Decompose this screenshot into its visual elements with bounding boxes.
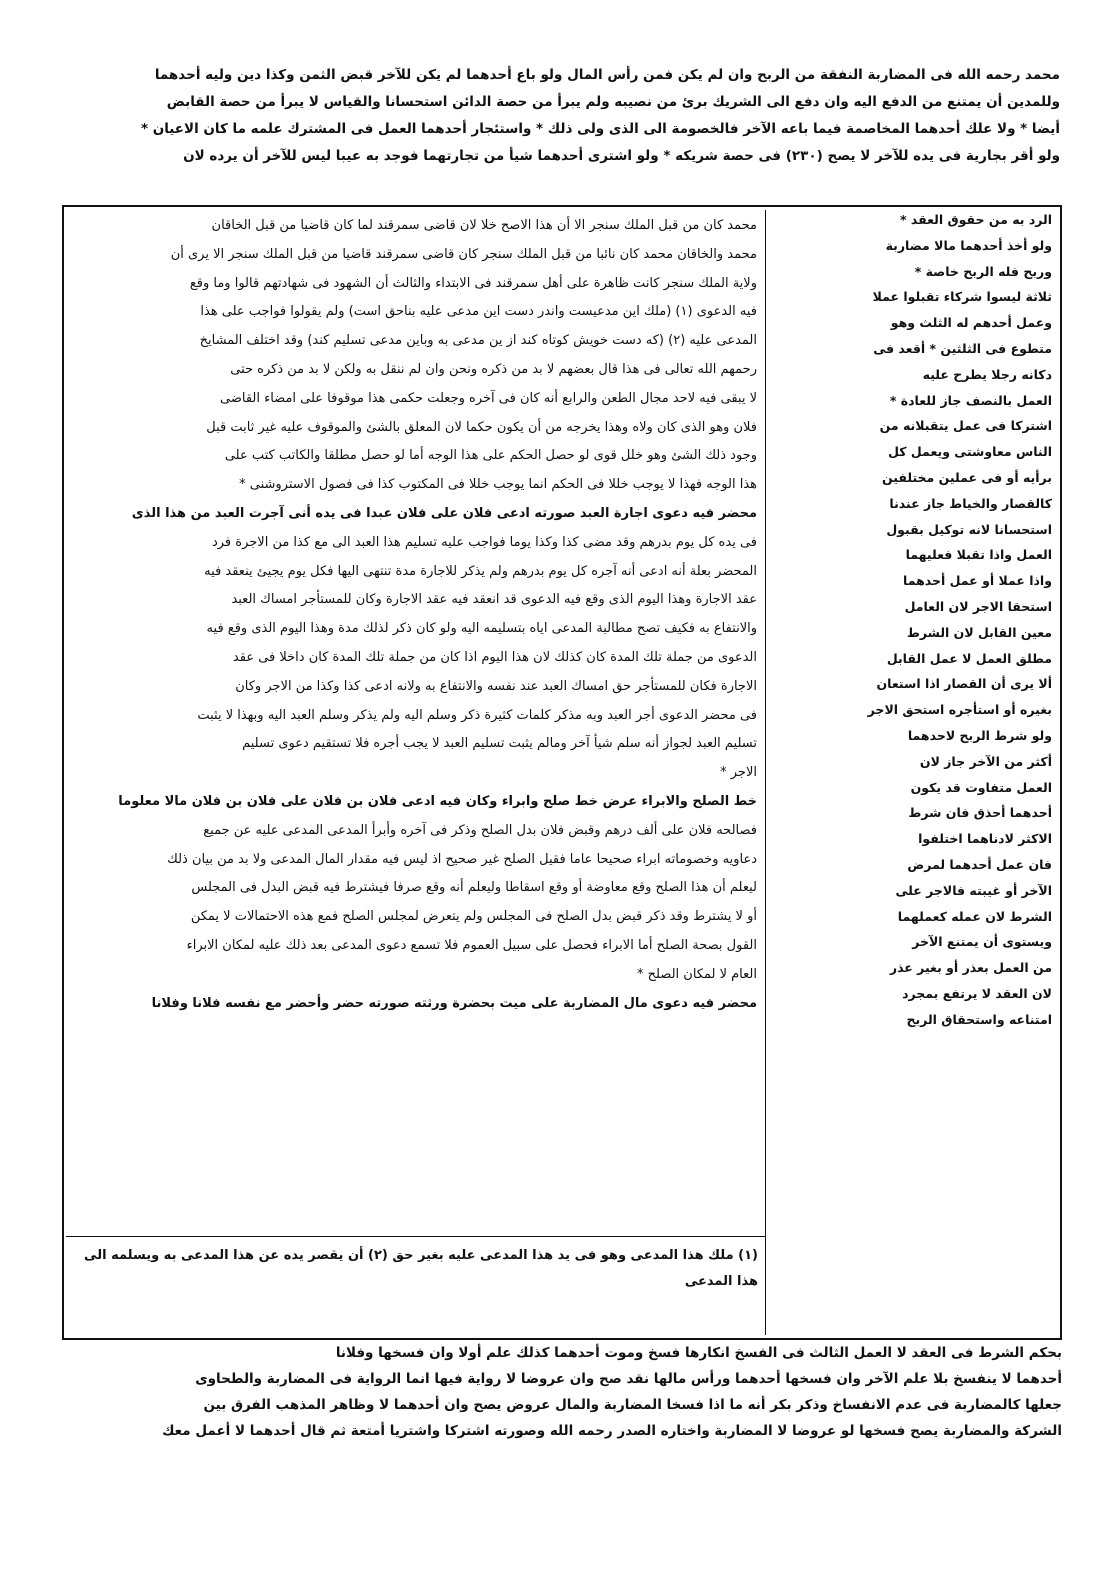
main-line: المحضر بعلة أنه ادعى أنه آجره كل يوم بدرهم ولم يذكر للاجارة مدة تنتهى اليها فكل يوم يجيئ ينعقد فيه (204, 563, 757, 579)
margin-line: ألا يرى أن القصار اذا استعان (876, 676, 1052, 692)
margin-line: العمل بالنصف جاز للعادة * (889, 392, 1052, 408)
margin-line: الشرط لان عمله كعملهما (897, 908, 1052, 924)
margin-line: ثلاثة ليسوا شركاء تقبلوا عملا (872, 289, 1052, 305)
margin-line: لان العقد لا يرتفع بمجرد (902, 985, 1052, 1001)
main-text-column (66, 210, 766, 1335)
main-line: المدعى عليه (٢) (كه دست خويش كوتاه كند از ين مدعى به وباين مدعى تسليم كند) وقد اختلف المشايخ (199, 333, 757, 349)
bottom-line: بحكم الشرط فى العقد لا العمل الثالث فى الفسخ انكارها فسخ وموت أحدهما كذلك علم أولا وان فسخها وفلانا (335, 1345, 1062, 1361)
main-line: هذا الوجه فهذا لا يوجب خللا فى الحكم انما يوجب خللا فى المكتوب كذا فى فصول الاستروشنى * (239, 477, 757, 493)
top-line: محمد رحمه الله فى المضاربة النفقة من الربح وان لم يكن فمن رأس المال ولو باع أحدهما لم يكن للآخر قبض الثمن وكذا دين وليه أحدهما (154, 67, 1060, 83)
margin-line: الناس معاوشتى ويعمل كل (888, 444, 1052, 460)
main-line: والانتفاع به فكيف تصح مطالبة المدعى اياه بتسليمه اليه ولو كان ذكر لذلك مدة وهذا اليوم الذى وقع فيه (206, 621, 757, 637)
main-line: فلان وهو الذى كان ولاه وهذا يخرجه من أن يكون حكما لان المعلق بالشئ والموقوف عليه غير ثابت قبل (206, 419, 757, 435)
footnote-line: (١) ملك هذا المدعى وهو فى يد هذا المدعى عليه بغير حق (٢) أن يقصر يده عن هذا المدعى به ويسلمه الى (84, 1248, 758, 1263)
margin-line: ولو شرط الربح لاحدهما (907, 727, 1052, 743)
margin-line: أحدهما أحذق فان شرط (908, 805, 1052, 821)
margin-line: امتناعه واستحقاق الربح (906, 1011, 1052, 1027)
section-heading-line: خط الصلح والابراء عرض خط صلح وابراء وكان فيه ادعى فلان بن فلان على فلان بن فلان مالا معلوما (118, 793, 757, 809)
margin-line: ويستوى أن يمتنع الآخر (912, 934, 1052, 950)
margin-line: برأيه أو فى عملين مختلفين (882, 469, 1052, 485)
margin-line: من العمل بعذر أو بغير عذر (889, 960, 1052, 976)
main-line: ولاية الملك سنجر كانت ظاهرة على أهل سمرقند فى الابتداء والثالث أن الشهود فى شهادتهم قالوا وما وقع (189, 275, 757, 291)
margin-line: الرد به من حقوق العقد * (900, 212, 1052, 227)
margin-line: استحسانا لانه توكيل بقبول (886, 521, 1052, 537)
main-line: أو لا يشترط وقد ذكر قبض بدل الصلح فى المجلس ولم يتعرض لمجلس الصلح فمع هذه الاحتمالات لا يمكن (190, 909, 757, 925)
margin-line: مطلق العمل لا عمل القابل (886, 650, 1052, 666)
main-line: فى يده كل يوم بدرهم وقد مضى كذا وكذا يوما فواجب عليه تسليم هذا العبد الى مع كذا من الاجرة فرد (211, 534, 757, 550)
margin-line: استحقا الاجر لان العامل (904, 598, 1052, 614)
main-line: رحمهم الله تعالى فى هذا قال بعضهم لا بد من ذكره ونحن وان لم ننقل به ولكن لا بد من ذكره حتى (230, 361, 757, 377)
bottom-line: أحدهما لا ينفسخ بلا علم الآخر وان فسخها أحدهما ورأس مالها نقد صح وان عروضا لا رواية فيها انما الرواية فى المضاربة والطحاوى (195, 1371, 1062, 1387)
main-line: القول بصحة الصلح أما الابراء فحصل على سبيل العموم فلا تسمع دعوى المدعى بعد ذلك عليه لمكان الابراء (186, 937, 757, 953)
margin-line: العمل متفاوت قد يكون (910, 779, 1052, 795)
margin-line: الآخر أو غيبته فالاجر على (895, 882, 1052, 898)
main-line: ليعلم أن هذا الصلح وقع معاوضة أو وقع اسقاطا وليعلم أنه وقع صرفا فيشترط فيه قبض البدل فى المجلس (191, 880, 757, 896)
margin-line: أكثر من الآخر جاز لان (919, 753, 1052, 769)
top-line: أيضا * ولا علك أحدهما المخاصمة فيما باعه الآخر فالخصومة الى الذى ولى ذلك * واستئجار أحدهما العمل فى المشترك علمه ما كان الاعيان * (140, 121, 1060, 137)
margin-line: الاكثر لادناهما اختلفوا (918, 831, 1052, 847)
main-line: فيه الدعوى (١) (ملك اين مدعيست واندر دست اين مدعى عليه بناحق است) ولم يقولوا فواجب على هذا (200, 304, 757, 320)
main-line: الاجر * (720, 765, 757, 781)
margin-line: معين القابل لان الشرط (906, 624, 1052, 640)
main-line: محمد كان من قبل الملك سنجر الا أن هذا الاصح خلا لان قاضى سمرقند لما كان قاضيا من قبل الخاقان (211, 218, 757, 233)
main-line: لا يبقى فيه لاحد مجال الطعن والرابع أنه كان فى آخره وجعلت حكمى هذا موقوفا على امضاء القاضى (219, 390, 757, 406)
margin-line: وعمل أحدهم له الثلث وهو (890, 315, 1052, 331)
footnotes (66, 1236, 766, 1295)
main-line: فى محضر الدعوى أجر العبد وبه مذكر كلمات كثيرة ذكر وسلم اليه ولم يذكر وسلم العبد اليه وبهذا لا يثبت (197, 707, 757, 723)
margin-column (770, 207, 1058, 1337)
top-line: ولو أقر بجارية فى يده للآخر لا يصح (٢٣٠) فى حصة شريكه * ولو اشترى أحدهما شيأ من تجارتهما فوجد به عيبا ليس للآخر أن يرده لان (183, 148, 1060, 164)
margin-line: اشتركا فى عمل يتقبلانه من (879, 418, 1052, 434)
bottom-line: الشركة والمضاربة يصح فسخها لو عروضا لا المضاربة واختاره الصدر رحمه الله وصورته اشتركا واشتريا أمتعة ثم قال أحدهما لا أعمل معك (162, 1423, 1062, 1439)
margin-line: بغيره أو استأجره استحق الاجر (867, 702, 1052, 718)
bottom-text-block (66, 1340, 1062, 1444)
main-line: محمد والخاقان محمد كان نائبا من قبل الملك سنجر كان قاضى سمرقند قاضيا من قبل الملك سنجر الا يرى أن (170, 246, 757, 262)
main-line: عقد الاجارة وهذا اليوم الذى وقع فيه الدعوى قد انعقد فيه عقد الاجارة وكان للمستأجر امساك العبد (231, 592, 757, 608)
main-line: الدعوى من جملة تلك المدة كان كذلك لان هذا اليوم اذا كان من جملة تلك المدة كان داخلا فى عقد (232, 649, 757, 665)
margin-line: واذا عملا أو عمل أحدهما (903, 573, 1052, 589)
section-heading-line: محضر فيه دعوى مال المضاربة على ميت بحضرة ورثته صورته حضر وأحضر مع نفسه فلانا وفلانا (151, 995, 757, 1011)
footnote-line: هذا المدعى (684, 1274, 758, 1289)
margin-line: العمل واذا تقبلا فعليهما (905, 547, 1052, 563)
section-heading-line: محضر فيه دعوى اجارة العبد صورته ادعى فلان على فلان عبدا فى يده أنى آجرت العبد من هذا الذى (131, 505, 757, 521)
main-line: فصالحه فلان على ألف درهم وقبض فلان بدل الصلح وذكر فى آخره وأبرأ المدعى المدعى عليه عن جميع (203, 822, 757, 838)
top-line: وللمدين أن يمتنع من الدفع اليه وان دفع الى الشريك برئ من نصيبه ولم يبرأ من حصة الدائن استحسانا والقياس لا يبرأ من حصة القابض (166, 94, 1060, 110)
margin-line: كالقصار والخياط جاز عندنا (889, 495, 1052, 511)
margin-line: دكانه رجلا يطرح عليه (922, 366, 1052, 382)
main-line: الاجارة فكان للمستأجر حق امساك العبد عند نفسه والانتفاع به ولانه ادعى كذا وكذا من الاجر وكان (235, 678, 757, 694)
bottom-line: جعلها كالمضاربة فى عدم الانفساخ وذكر بكر أنه ما اذا فسخا المضاربة والمال عروض يصح وان أحدهما لا وظاهر المذهب الفرق بين (203, 1397, 1062, 1413)
margin-line: فان عمل أحدهما لمرض (907, 856, 1052, 872)
top-text-block (58, 62, 1060, 170)
main-line: تسليم العبد لجواز أنه سلم شيأ آخر ومالم يثبت تسليم العبد لا يجب أجره فلا تستقيم دعوى تسليم (242, 736, 757, 752)
margin-line: ولو أخذ أحدهما مالا مضاربة (885, 237, 1052, 253)
margin-line: متطوع فى الثلثين * أقعد فى (873, 340, 1052, 356)
main-line: دعاويه وخصوماته ابراء صحيحا عاما فقيل الصلح غير صحيح اذ ليس فيه مقدار المال المدعى ولا بد من بيان ذلك (167, 851, 757, 867)
main-line: وجود ذلك الشئ وهو خلل قوى لو حصل الحكم على هذا الوجه أما لو حصل مطلقا والكاتب كتب على (224, 448, 757, 464)
margin-line: وربح فله الربح خاصة * (914, 263, 1052, 279)
main-line: العام لا لمكان الصلح * (636, 966, 757, 982)
